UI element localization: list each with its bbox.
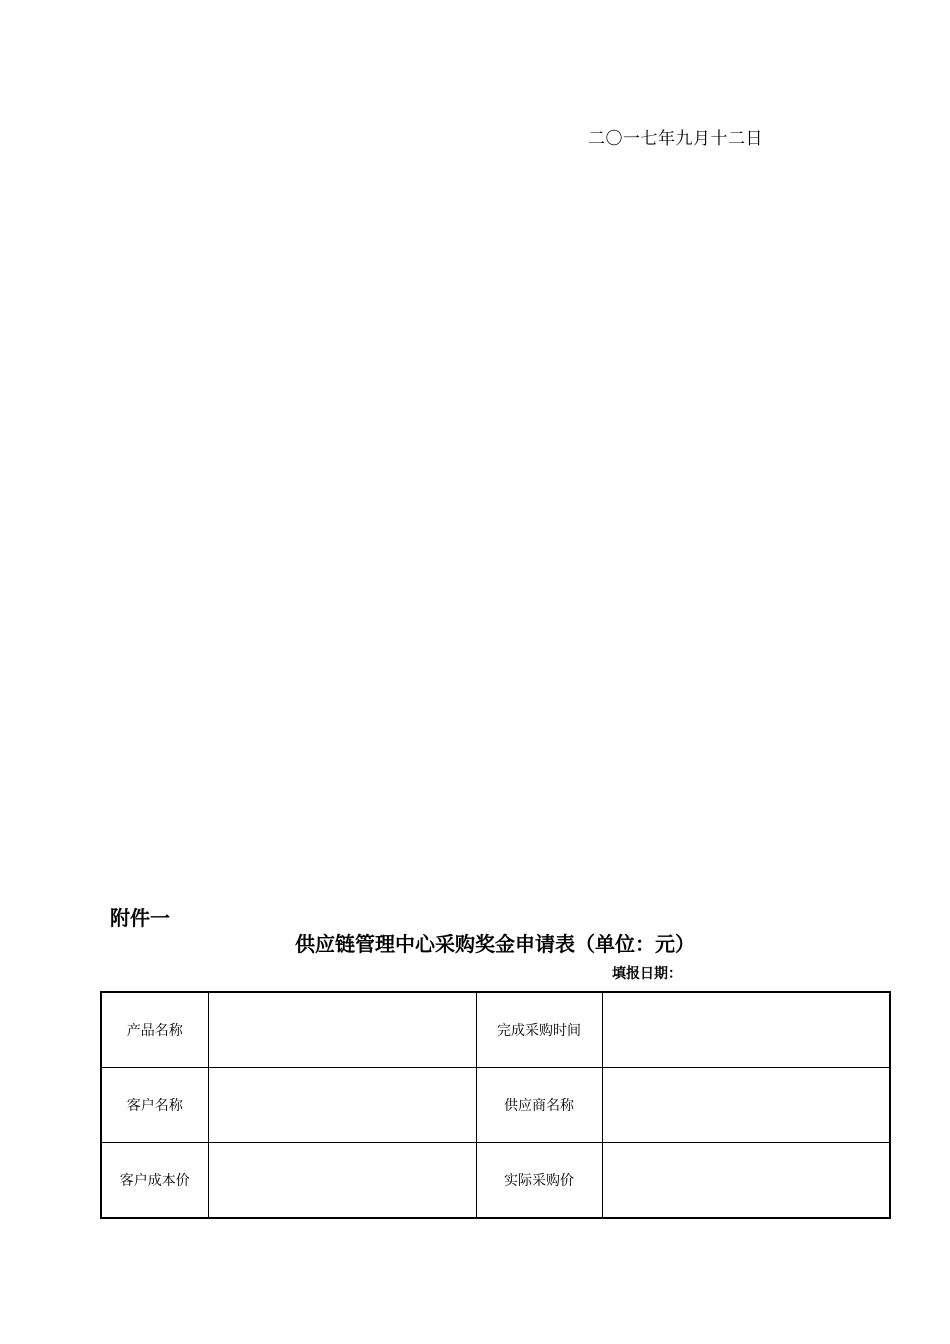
document-date: 二〇一七年九月十二日: [588, 129, 763, 149]
supplier-name-label: 供应商名称: [476, 1068, 602, 1143]
actual-purchase-price-label: 实际采购价: [476, 1143, 602, 1219]
customer-name-label: 客户名称: [101, 1068, 208, 1143]
purchase-completion-time-field[interactable]: [602, 992, 890, 1068]
table-row: [101, 1143, 890, 1219]
supplier-name-field[interactable]: [602, 1068, 890, 1143]
form-title: 供应链管理中心采购奖金申请表（单位：元）: [295, 932, 695, 956]
product-name-label: 产品名称: [101, 992, 208, 1068]
customer-name-field[interactable]: [208, 1068, 476, 1143]
customer-cost-price-label: 客户成本价: [101, 1143, 208, 1219]
bonus-application-table: [100, 991, 891, 1219]
table-row: [101, 1068, 890, 1143]
customer-cost-price-field[interactable]: [208, 1143, 476, 1219]
purchase-completion-time-label: 完成采购时间: [476, 992, 602, 1068]
fill-date-label: 填报日期：: [612, 966, 682, 982]
product-name-field[interactable]: [208, 992, 476, 1068]
attachment-label: 附件一: [110, 906, 170, 930]
table-row: [101, 992, 890, 1068]
actual-purchase-price-field[interactable]: [602, 1143, 890, 1219]
